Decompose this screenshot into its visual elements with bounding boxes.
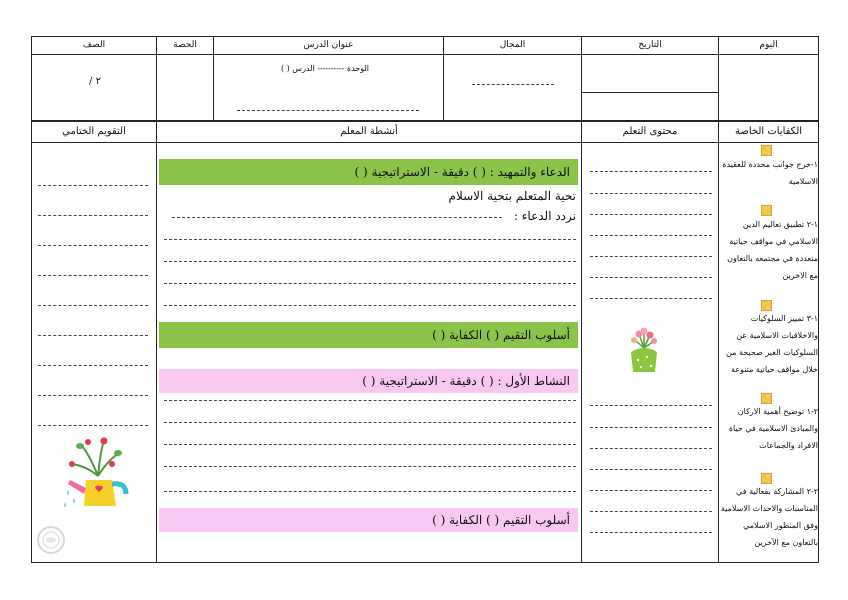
day-value-cell: [718, 54, 819, 121]
period-value-cell: [156, 54, 214, 121]
domain-blank-line: [472, 84, 554, 85]
intro-band-label: الدعاء والتمهيد : ( ) دقيقة - الاستراتيجية ( ): [354, 165, 570, 179]
assessment-line: [38, 185, 148, 186]
greeting-text: تحية المتعلم بتحية الاسلام: [448, 189, 576, 203]
competency-item: ١-خرج جوانب محددة للعقيدة الاسلامية: [722, 160, 818, 186]
activities-column: [156, 142, 582, 563]
assessment-line: [38, 245, 148, 246]
assessment-line: [38, 335, 148, 336]
header-day: [718, 36, 819, 55]
content-line: [590, 532, 712, 533]
dua-label: نردد الدعاء :: [513, 209, 576, 223]
activity-line: [164, 239, 576, 240]
header-domain-label: المجال: [499, 40, 526, 50]
content-line: [590, 490, 712, 491]
section-final-assessment: [31, 121, 157, 143]
watering-can-icon: [60, 436, 138, 514]
header-class: [31, 36, 157, 55]
assessment-line: [38, 365, 148, 366]
assessment-line: [38, 425, 148, 426]
lesson-title-blank-line: [237, 110, 419, 111]
assessment-line: [38, 215, 148, 216]
date-value-cell-top: [581, 54, 719, 93]
header-lesson-title-label: عنوان الدرس: [303, 40, 354, 50]
section-competencies-label: الكفايات الخاصة: [734, 126, 803, 137]
unit-lesson-line: الوحدة ---------- الدرس ( ): [280, 64, 370, 73]
activity-line: [164, 305, 576, 306]
section-activities-label: أنشطة المعلم: [340, 126, 398, 137]
domain-value-cell: [443, 54, 582, 121]
content-line: [590, 277, 712, 278]
content-line: [590, 193, 712, 194]
content-line: [590, 256, 712, 257]
content-line: [590, 235, 712, 236]
activity-line: [164, 400, 576, 401]
header-domain: [443, 36, 582, 55]
assessment-band-2-label: أسلوب التقيم ( ) الكفاية ( ): [432, 513, 570, 527]
assessment-line: [38, 275, 148, 276]
assessment-band-2: [159, 508, 578, 532]
activity-line: [164, 422, 576, 423]
activity-line: [164, 466, 576, 467]
competency-marker: [761, 145, 772, 156]
section-competencies: [718, 121, 819, 143]
header-period-label: الحصة: [173, 40, 197, 50]
section-final-assessment-label: التقويم الختامي: [62, 126, 126, 137]
assessment-line: [38, 395, 148, 396]
competency-item: ١-٣ تمييز السلوكيات والاخلاقيات الاسلامية عن السلوكيات الغير صحيحة من خلال مواقف حياتية متنوعة: [726, 314, 818, 374]
competency-item: ١-٢ تطبيق تعاليم الدين الاسلامي في مواقف حياتية متعددة في مجتمعه بالتعاون مع الاخرين: [727, 220, 818, 280]
seal-watermark-icon: [36, 525, 66, 555]
assessment-line: [38, 305, 148, 306]
activity-band-1-label: النشاط الأول : ( ) دقيقة - الاستراتيجية ( ): [362, 374, 570, 388]
header-date: [581, 36, 719, 55]
content-line: [590, 171, 712, 172]
header-day-label: اليوم: [759, 40, 778, 50]
class-value-cell: [31, 54, 157, 121]
activity-line: [164, 261, 576, 262]
header-date-label: التاريخ: [638, 40, 662, 50]
competency-marker: [761, 205, 772, 216]
competency-item: ٢-١ توضيح أهمية الاركان والمبادئ الاسلامية في حياة الافراد والجماعات: [728, 407, 818, 450]
assessment-band-1: [159, 322, 578, 348]
section-content: [581, 121, 719, 143]
header-period: [156, 36, 214, 55]
content-line: [590, 427, 712, 428]
activity-line: [164, 444, 576, 445]
activity-line: [164, 283, 576, 284]
content-line: [590, 405, 712, 406]
competency-item: ٢-٢ المشاركة بفعالية في المناسبات والاحداث الاسلامية وفق المنظور الاسلامي بالتعاون مع الآخرين: [720, 487, 818, 547]
header-lesson-title: [213, 36, 444, 55]
content-line: [590, 511, 712, 512]
section-content-label: محتوى التعلم: [622, 126, 678, 137]
content-line: [590, 298, 712, 299]
content-line: [590, 214, 712, 215]
content-line: [590, 448, 712, 449]
class-value: ٢ /: [89, 76, 101, 87]
section-activities: [156, 121, 582, 143]
date-value-cell-bottom: [581, 92, 719, 121]
flower-pot-icon: [627, 326, 661, 374]
content-line: [590, 469, 712, 470]
header-class-label: الصف: [82, 40, 106, 50]
dua-blank-line: [172, 217, 502, 218]
activity-line: [164, 491, 576, 492]
intro-band: [159, 159, 578, 185]
assessment-band-1-label: أسلوب التقيم ( ) الكفاية ( ): [432, 328, 570, 342]
activity-band-1: [159, 369, 578, 393]
